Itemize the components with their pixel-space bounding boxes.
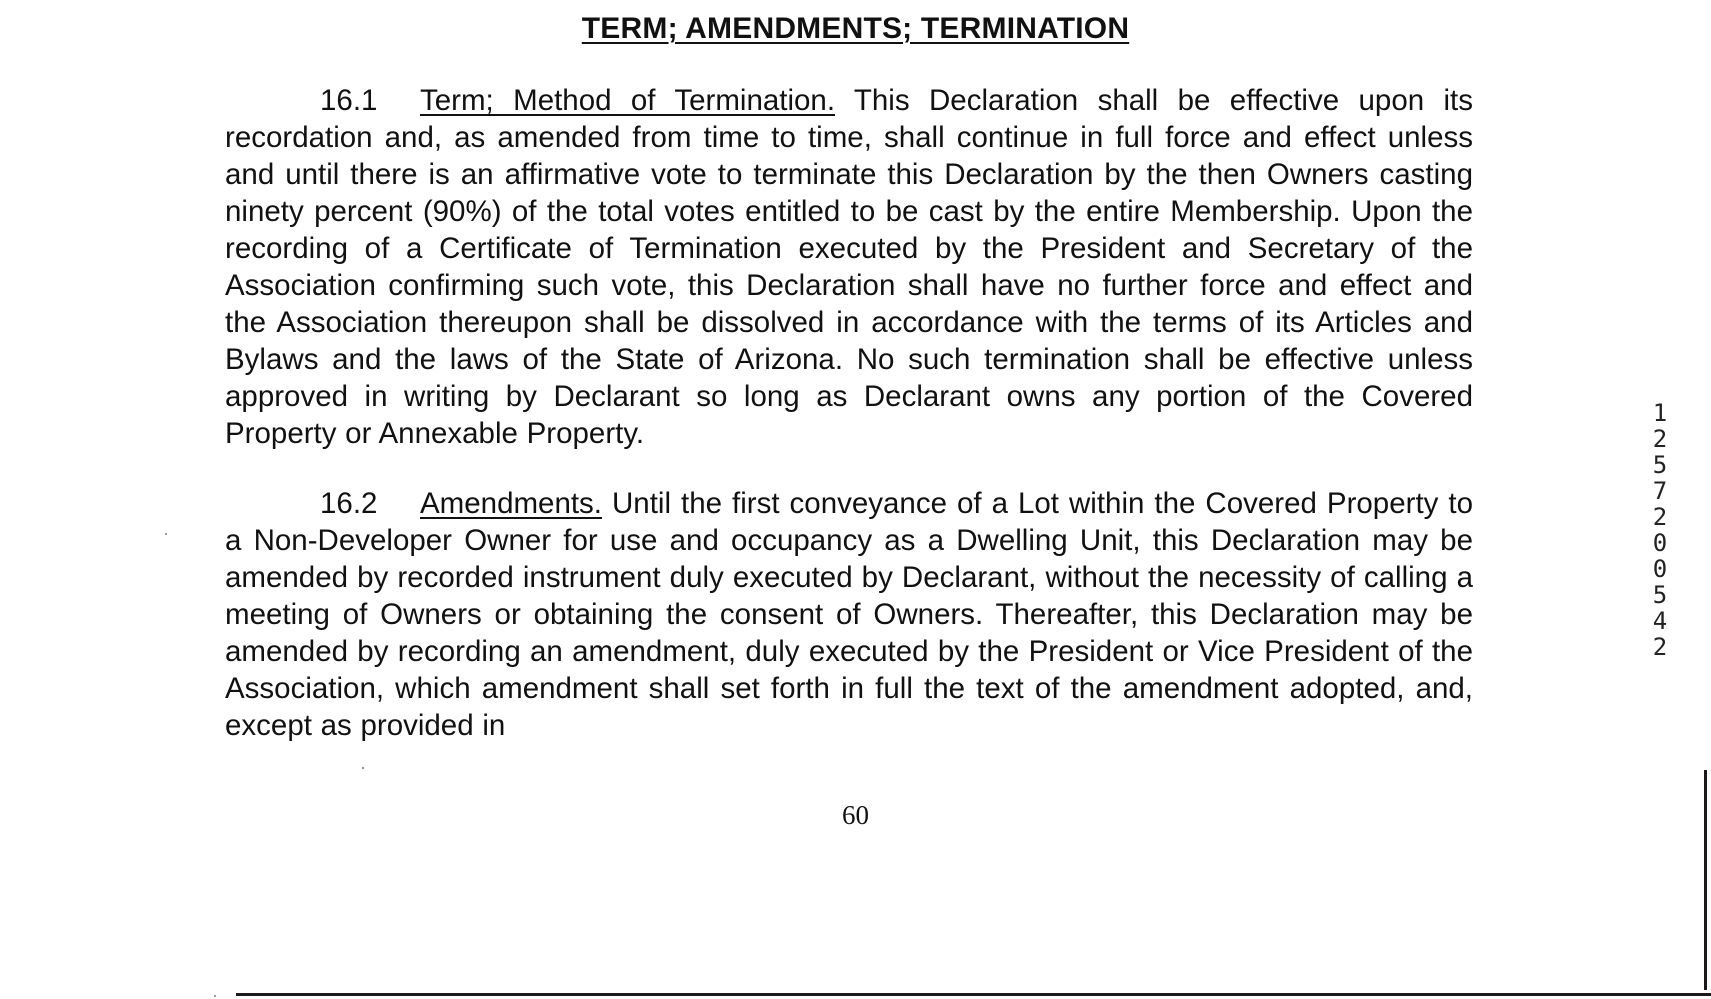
scan-speck bbox=[214, 995, 216, 997]
section-body: This Declaration shall be effective upon its recordation and, as amended from time to time, shall continue in full force and effect unless and until there is an affirmative vote to terminate this Declaration by the then Owners casting ninety percent (90%) of the total votes entitled to be cast by the entire Membership. Upon the recording of a Certificate of Termination executed by the President and Secretary of the Association confirming such vote, this Declaration shall have no further force and effect and the Association thereupon shall be dissolved in accordance with the terms of its Articles and Bylaws and the laws of the State of Arizona. No such termination shall be effective unless approved in writing by Declarant so long as Declarant owns any portion of the Covered Property or Annexable Property. bbox=[225, 84, 1474, 450]
section-title: Amendments. bbox=[420, 487, 602, 520]
section-body: Until the first conveyance of a Lot within the Covered Property to a Non-Developer Owner for use and occupancy as a Dwelling Unit, this Declaration may be amended by recorded instrument duly executed by Declarant, without the necessity of calling a meeting of Owners or obtaining the consent of Owners. Thereafter, this Declaration may be amended by recording an amendment, duly executed by the President or Vice President of the Association, which amendment shall set forth in full the text of the amendment adopted, and, except as provided in bbox=[225, 487, 1473, 742]
section-number: 16.1 bbox=[320, 84, 378, 117]
section-title: Term; Method of Termination. bbox=[420, 84, 836, 117]
scan-speck bbox=[165, 533, 167, 535]
section-16-2 bbox=[225, 485, 1473, 744]
section-16-1 bbox=[225, 82, 1473, 452]
recording-stamp: 12572 00542 bbox=[1652, 399, 1668, 661]
article-heading: TERM; AMENDMENTS; TERMINATION bbox=[581, 12, 1130, 45]
scan-edge-bottom bbox=[236, 993, 1711, 996]
scan-edge-right bbox=[1704, 770, 1707, 990]
section-number: 16.2 bbox=[320, 487, 378, 520]
scan-speck bbox=[362, 767, 364, 769]
page-number: 60 bbox=[842, 800, 869, 830]
